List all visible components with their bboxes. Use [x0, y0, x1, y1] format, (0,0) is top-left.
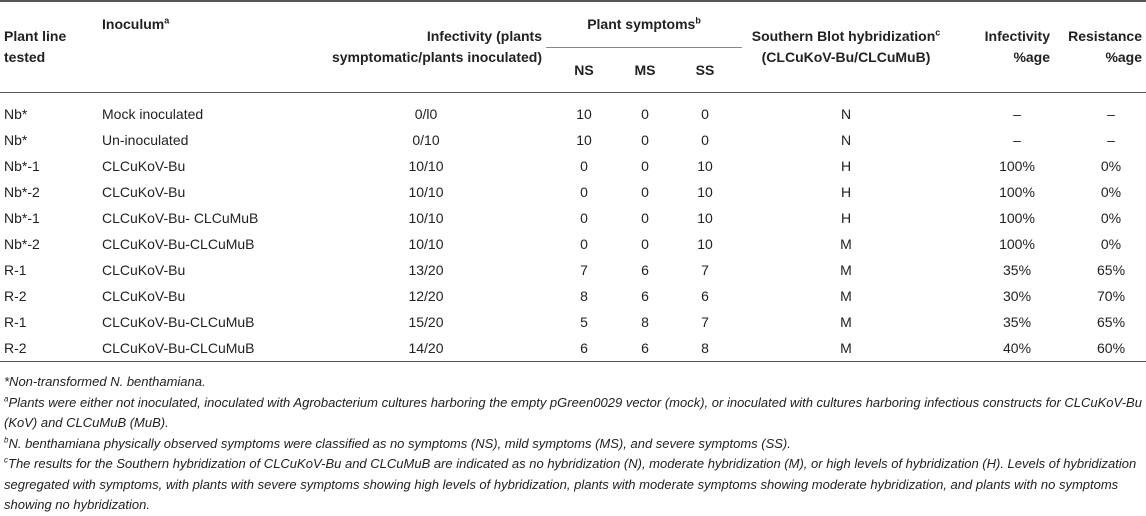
cell-line: Nb*-1: [4, 210, 40, 226]
cell-ms: 0: [641, 106, 649, 122]
cell-line: R-2: [0, 335, 98, 362]
cell-infectivity: 100%: [999, 184, 1035, 200]
cell-line: Nb*: [4, 106, 28, 122]
cell-ns: 0: [580, 184, 588, 200]
cell-inoculum: CLCuKoV-Bu-CLCuMuB: [102, 314, 255, 330]
cell-ratio: 14/20: [306, 335, 546, 362]
cell-line: R-1: [4, 262, 27, 278]
cell-resistance: 0%: [1100, 184, 1122, 200]
cell-ratio: 12/20: [408, 288, 444, 304]
cell-ss: 0: [701, 106, 709, 122]
table-row: [0, 153, 1146, 179]
cell-ratio: 10/10: [408, 236, 444, 252]
cell-line: Nb*: [4, 132, 28, 148]
cell-resistance: 70%: [1097, 288, 1126, 304]
cell-ss: 10: [697, 236, 713, 252]
cell-blot: M: [840, 288, 852, 304]
cell-ms: 6: [641, 288, 649, 304]
cell-ms: 0: [641, 210, 649, 226]
cell-line: R-2: [4, 288, 27, 304]
cell-infectivity: 35%: [1003, 314, 1032, 330]
table-row: [0, 127, 1146, 153]
cell-blot: H: [840, 184, 852, 200]
cell-blot: H: [840, 210, 852, 226]
cell-inoculum: CLCuKoV-Bu: [102, 158, 186, 174]
cell-ns: 0: [580, 158, 588, 174]
cell-inoculum: CLCuKoV-Bu: [102, 288, 186, 304]
cell-ratio: 10/10: [408, 184, 444, 200]
cell-ms: 0: [641, 184, 649, 200]
table-row: [0, 309, 1146, 335]
cell-ns: 0: [580, 236, 588, 252]
cell-ms: 0: [641, 132, 649, 148]
cell-inoculum: CLCuKoV-Bu: [102, 262, 186, 278]
cell-blot: H: [840, 158, 852, 174]
cell-infectivity: –: [1013, 106, 1021, 122]
cell-ss: 8: [668, 335, 742, 362]
cell-ms: 8: [641, 314, 649, 330]
cell-inoculum: CLCuKoV-Bu: [102, 184, 186, 200]
header-ms: MS: [634, 61, 656, 78]
cell-ss: 7: [701, 314, 709, 330]
table-row: [0, 101, 1146, 127]
cell-blot: M: [840, 236, 852, 252]
cell-blot: M: [840, 314, 852, 330]
cell-inoculum: CLCuKoV-Bu- CLCuMuB: [102, 210, 259, 226]
cell-ratio: 10/10: [408, 210, 444, 226]
cell-infectivity: 30%: [1003, 288, 1032, 304]
table-row: [0, 257, 1146, 283]
cell-ss: 6: [701, 288, 709, 304]
cell-ns: 7: [580, 262, 588, 278]
cell-infectivity: 100%: [999, 158, 1035, 174]
cell-ns: 5: [580, 314, 588, 330]
cell-blot: M: [840, 262, 852, 278]
cell-blot: N: [840, 132, 852, 148]
header-plant-line: Plant line tested: [0, 1, 98, 92]
cell-resistance: 0%: [1100, 236, 1122, 252]
cell-line: Nb*-1: [4, 158, 40, 174]
cell-resistance: 0%: [1100, 210, 1122, 226]
table-body: [0, 93, 1146, 362]
footnote-star: *Non-transformed N. benthamiana.: [4, 374, 206, 389]
cell-ss: 0: [701, 132, 709, 148]
cell-inoculum: CLCuKoV-Bu-CLCuMuB: [98, 335, 306, 362]
header-southern-blot: Southern Blot hybridization$^c$ (CLCuKoV-Bu/CLCuMuB): [742, 1, 950, 92]
footnote-a: $^a$Plants were either not inoculated, inoculated with Agrobacterium cultures harboring the empty pGreen0029 vector (mock), or inoculated with cultures harboring infectious constructs for CLCuKoV-Bu (KoV) and CLCuMuB (MuB).: [4, 394, 1142, 430]
cell-resistance: 60%: [1054, 335, 1146, 362]
cell-ns: 0: [580, 210, 588, 226]
cell-ratio: 10/10: [408, 158, 444, 174]
cell-blot: M: [742, 335, 950, 362]
cell-ms: 0: [641, 158, 649, 174]
cell-inoculum: Mock inoculated: [102, 106, 204, 122]
table-header: [0, 1, 1146, 93]
cell-ms: 6: [622, 335, 668, 362]
table-footnotes: [4, 372, 1142, 516]
cell-line: Nb*-2: [4, 236, 40, 252]
cell-ratio: 13/20: [408, 262, 444, 278]
cell-line: R-1: [4, 314, 27, 330]
table-row: [0, 205, 1146, 231]
cell-inoculum: Un-inoculated: [102, 132, 189, 148]
header-infectivity-plants: Infectivity (plants symptomatic/plants inoculated): [306, 1, 546, 92]
cell-resistance: –: [1107, 132, 1115, 148]
cell-infectivity: 100%: [999, 210, 1035, 226]
footnote-b: $^b$N. benthamiana physically observed symptoms were classified as no symptoms (NS), mild symptoms (MS), and severe symptoms (SS).: [4, 435, 791, 451]
cell-ss: 10: [697, 184, 713, 200]
cell-ns: 10: [576, 106, 592, 122]
header-inoculum: Inoculum$^a$: [98, 1, 306, 92]
cell-ns: 8: [580, 288, 588, 304]
cell-infectivity: 40%: [950, 335, 1054, 362]
cell-line: Nb*-2: [4, 184, 40, 200]
header-ss: SS: [695, 61, 715, 78]
cell-infectivity: –: [1013, 132, 1021, 148]
header-resistance-pct: Resistance %age: [1054, 1, 1146, 92]
table-row: [0, 179, 1146, 205]
cell-ss: 7: [701, 262, 709, 278]
table-row: [0, 335, 1146, 362]
cell-resistance: –: [1107, 106, 1115, 122]
table-row: [0, 231, 1146, 257]
cell-ns: 6: [546, 335, 622, 362]
cell-ns: 10: [576, 132, 592, 148]
cell-ms: 0: [641, 236, 649, 252]
footnote-c: $^c$The results for the Southern hybridization of CLCuKoV-Bu and CLCuMuB are indicated as no hybridization (N), moderate hybridization (M), or high levels of hybridization (H). Levels of hybridization segregated with symptoms, with plants with severe symptoms showing high levels of hybridization, plants with moderate symptoms showing moderate hybridization, and plants with no symptoms showing no hybridization.: [4, 455, 1137, 512]
cell-infectivity: 100%: [999, 236, 1035, 252]
cell-ms: 6: [641, 262, 649, 278]
header-plant-symptoms: Plant symptoms$^b$: [546, 1, 742, 48]
cell-ss: 10: [697, 158, 713, 174]
cell-inoculum: CLCuKoV-Bu-CLCuMuB: [102, 236, 255, 252]
cell-resistance: 0%: [1100, 158, 1122, 174]
cell-resistance: 65%: [1097, 314, 1126, 330]
header-ns: NS: [574, 61, 594, 78]
cell-infectivity: 35%: [1003, 262, 1032, 278]
table-row: [0, 283, 1146, 309]
cell-ratio: 0/l0: [414, 106, 438, 122]
cell-ss: 10: [697, 210, 713, 226]
cell-blot: N: [840, 106, 852, 122]
cell-ratio: 0/10: [412, 132, 440, 148]
cell-ratio: 15/20: [408, 314, 444, 330]
header-infectivity-pct: Infectivity %age: [950, 1, 1054, 92]
cell-resistance: 65%: [1097, 262, 1126, 278]
